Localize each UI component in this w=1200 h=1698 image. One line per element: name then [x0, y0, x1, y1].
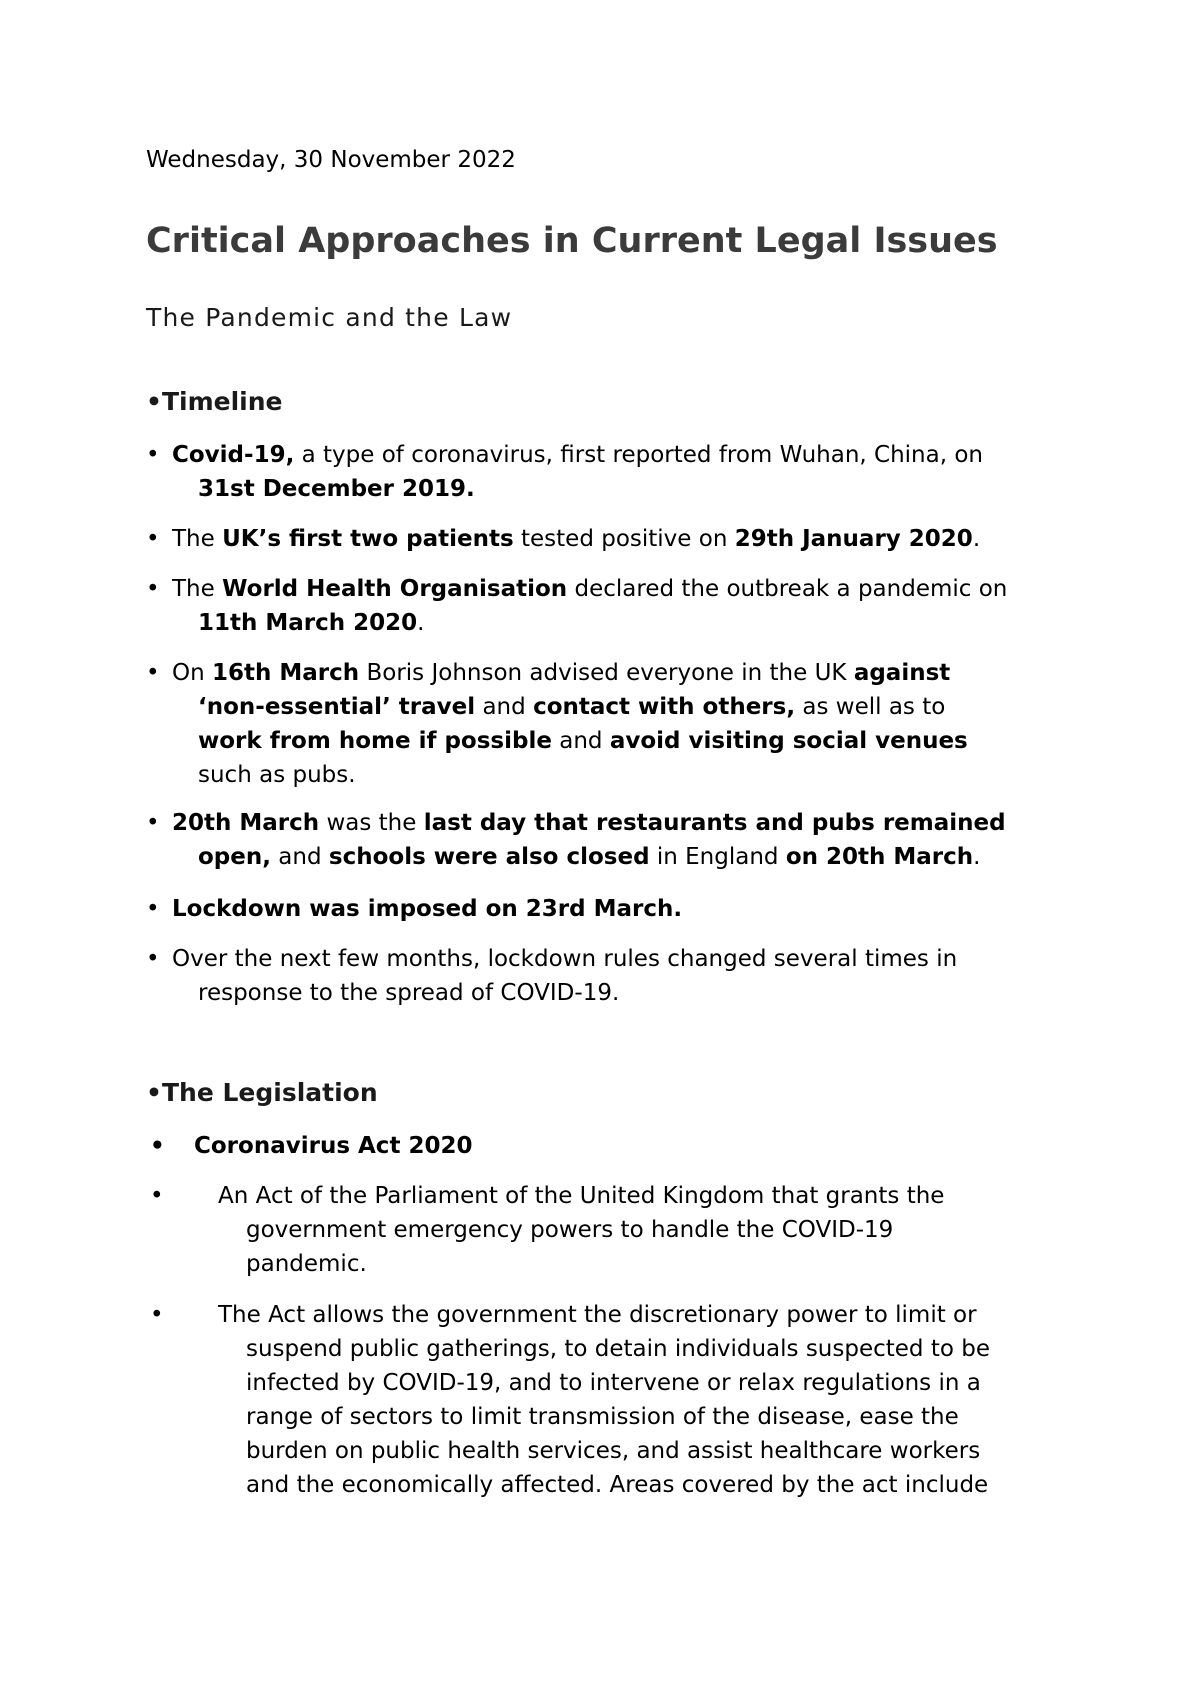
act-title: • Coronavirus Act 2020 — [146, 1129, 1076, 1163]
legislation-item: • An Act of the Parliament of the United Kingdom that grants the government emergency powers to handle the COVID-19 pandemic. — [146, 1179, 1076, 1281]
document-title: Critical Approaches in Current Legal Issues — [146, 221, 998, 261]
bullet: • — [146, 946, 160, 972]
document-subtitle: The Pandemic and the Law — [146, 303, 513, 332]
timeline-item: • Covid-19, a type of coronavirus, first reported from Wuhan, China, on 31st December 2019. — [146, 438, 1076, 506]
bullet: • — [146, 387, 162, 416]
legislation-heading: •The Legislation — [146, 1078, 378, 1107]
timeline-item: • The UK’s first two patients tested positive on 29th January 2020. — [146, 522, 1076, 556]
bullet: • — [150, 1302, 164, 1328]
bullet: • — [146, 576, 160, 602]
bullet: • — [146, 1078, 162, 1107]
bullet: • — [146, 442, 160, 468]
timeline-item: • The World Health Organisation declared the outbreak a pandemic on 11th March 2020. — [146, 572, 1076, 640]
timeline-heading: •Timeline — [146, 387, 283, 416]
document-date: Wednesday, 30 November 2022 — [146, 147, 516, 173]
bullet: • — [146, 526, 160, 552]
bullet: • — [146, 810, 160, 836]
bullet: • — [146, 896, 160, 922]
bullet: • — [150, 1133, 165, 1159]
timeline-item: • 20th March was the last day that restaurants and pubs remained open, and schools were also closed in England on 20th March. — [146, 806, 1076, 874]
timeline-item: • On 16th March Boris Johnson advised everyone in the UK against ‘non-essential’ travel and contact with others, as well as to work from home if possible and avoid visiting social venues such as pubs. — [146, 656, 1076, 792]
bullet: • — [150, 1183, 164, 1209]
timeline-item: • Over the next few months, lockdown rules changed several times in response to the spread of COVID-19. — [146, 942, 1076, 1010]
timeline-item: • Lockdown was imposed on 23rd March. — [146, 892, 1076, 926]
legislation-item: • The Act allows the government the discretionary power to limit or suspend public gatherings, to detain individuals suspected to be infected by COVID-19, and to intervene or relax regulations in a range of sectors to limit transmission of the disease, ease the burden on public health services, and assist healthcare workers and the economically affected. Areas covered by the act include — [146, 1298, 1076, 1502]
bullet: • — [146, 660, 160, 686]
